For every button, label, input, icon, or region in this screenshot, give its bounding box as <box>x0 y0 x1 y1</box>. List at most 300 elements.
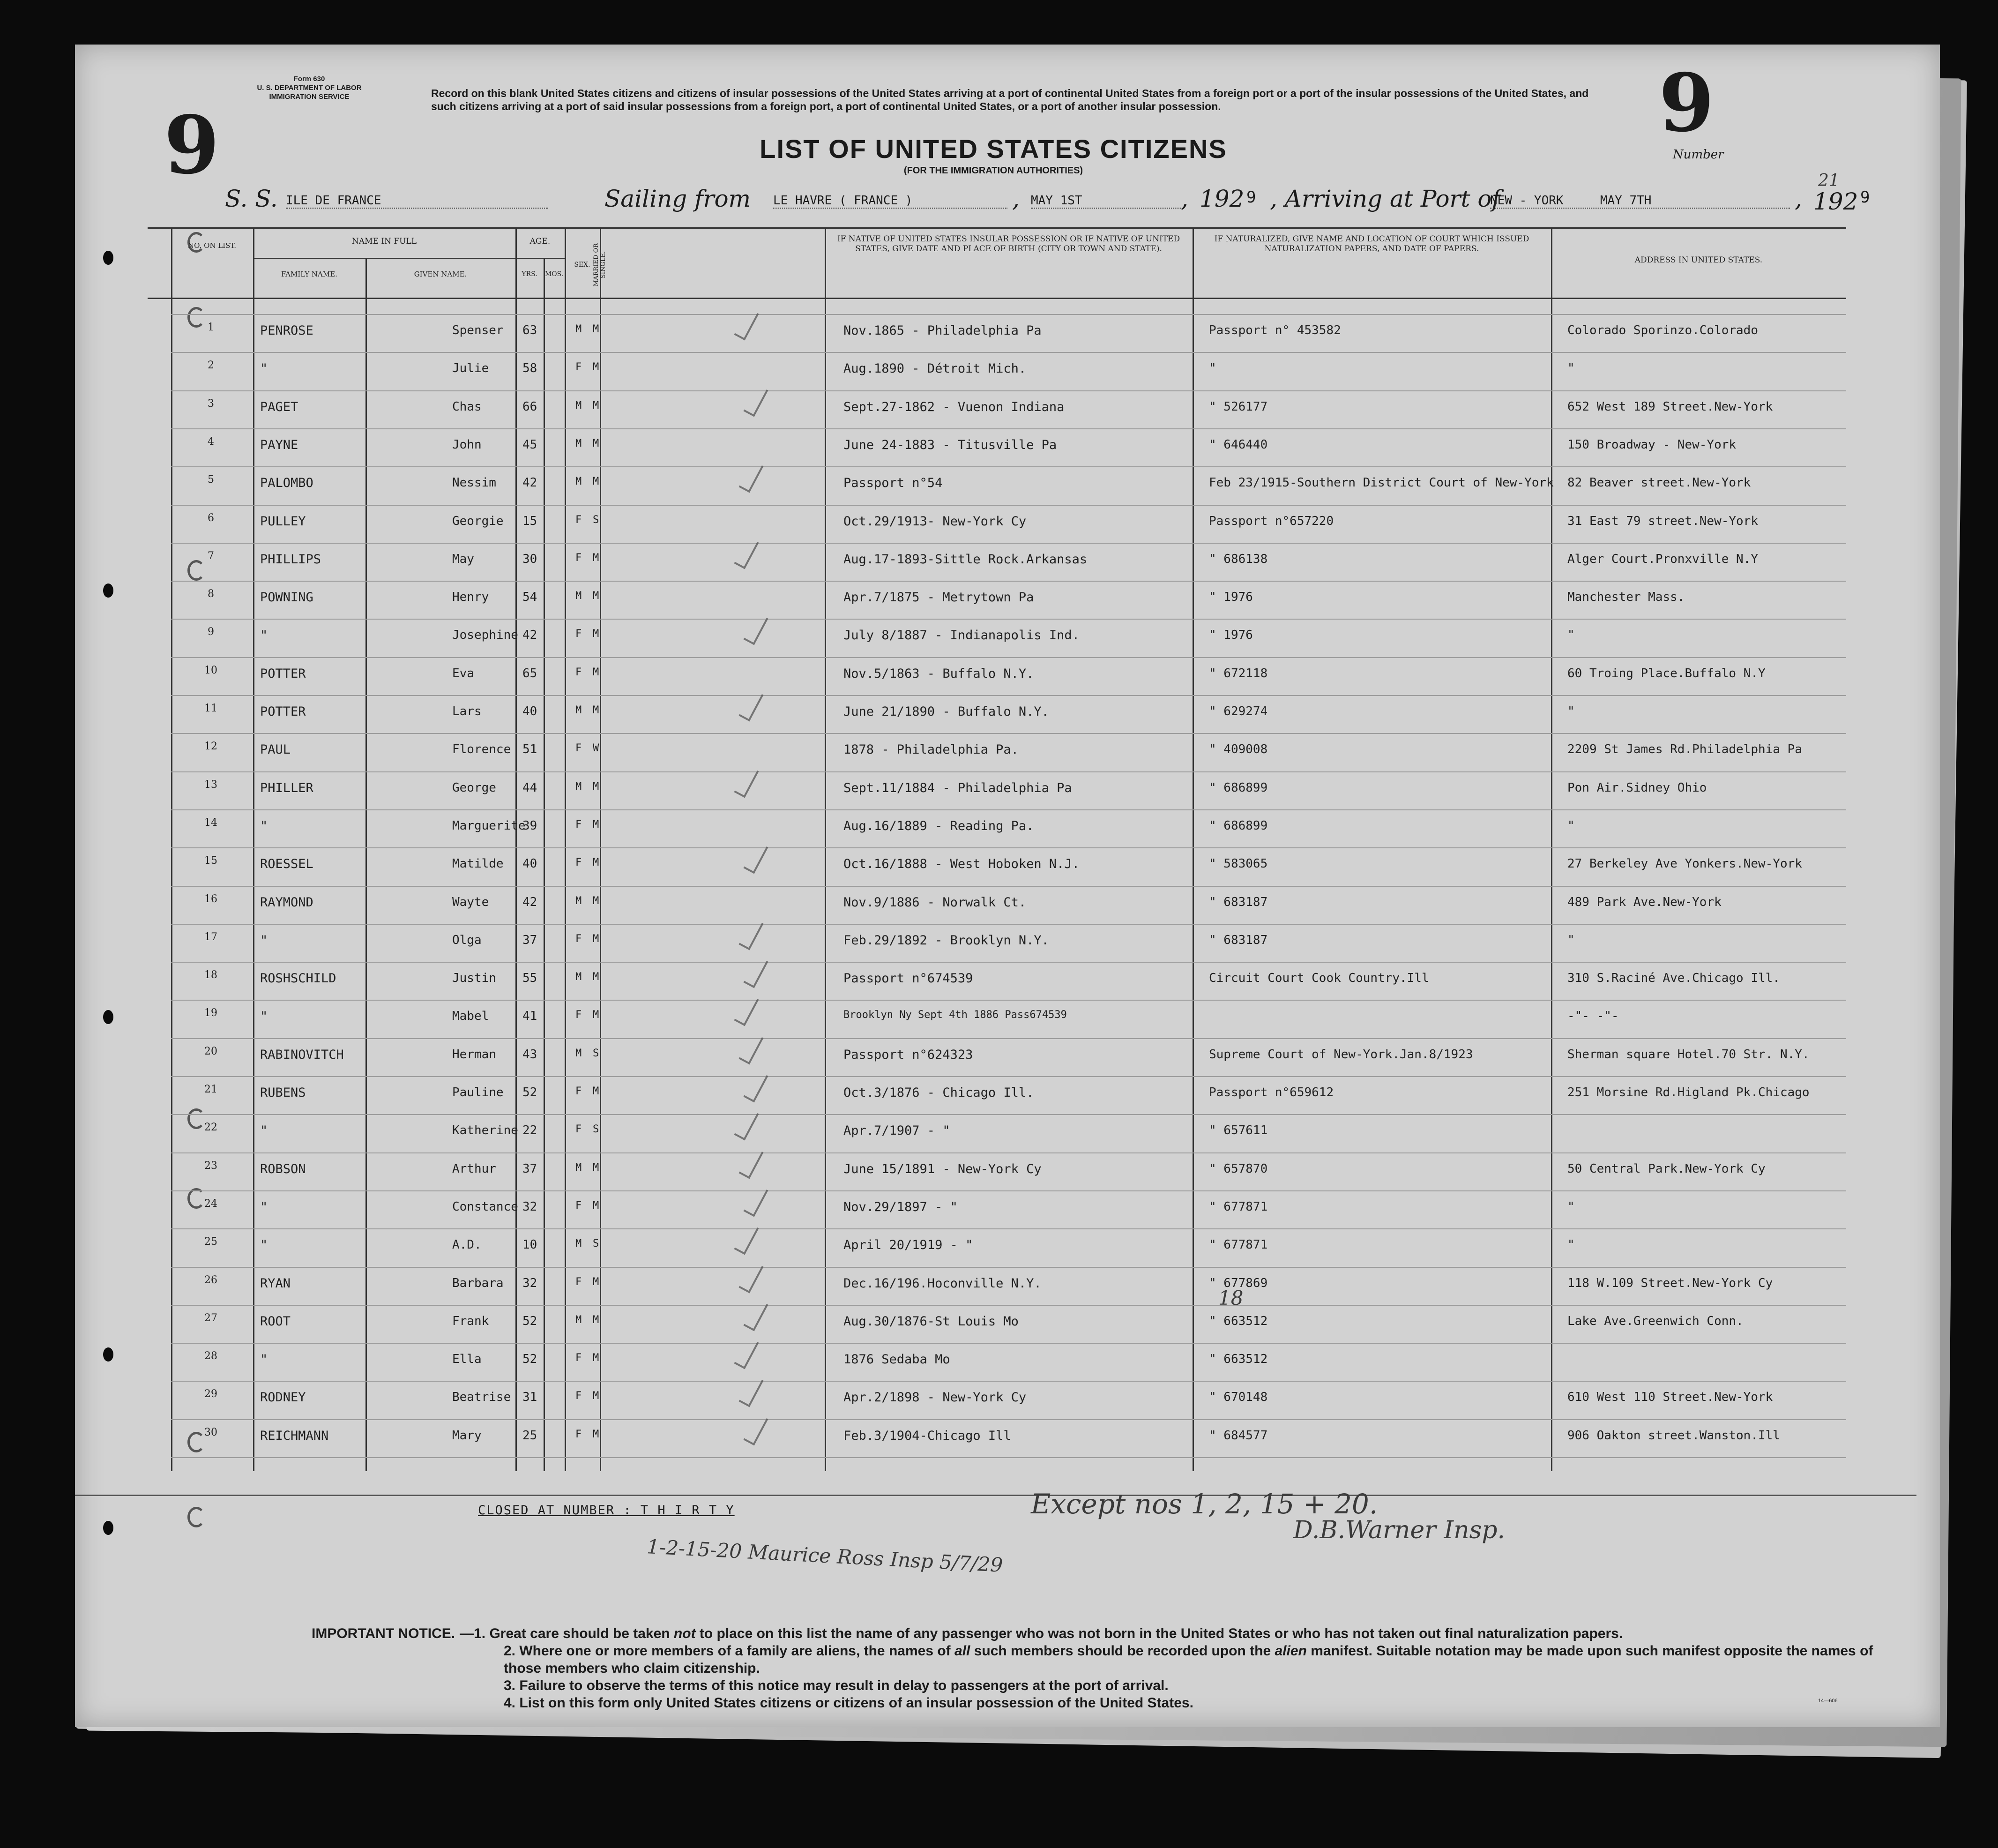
arriving-port <box>1490 194 1790 209</box>
check-mark-icon <box>738 1032 763 1064</box>
check-mark-icon <box>743 384 768 417</box>
age-subheader-divider <box>515 258 565 259</box>
sex-value: F <box>575 933 582 945</box>
family-name: POWNING <box>260 590 313 605</box>
check-mark-icon <box>743 1185 768 1217</box>
sex-value: M <box>575 704 582 716</box>
us-address: " <box>1567 361 1575 376</box>
naturalization-info: " 672118 <box>1209 666 1268 681</box>
row-number: 16 <box>204 893 217 905</box>
us-address: 489 Park Ave.New-York <box>1567 895 1722 909</box>
arriving-year-prefix: 192 <box>1813 188 1858 215</box>
marital-status: M <box>593 1085 599 1097</box>
check-mark-icon <box>743 842 768 874</box>
row-rule <box>171 1343 1846 1344</box>
notice-2-emphasis-all: all <box>954 1643 970 1659</box>
important-notice <box>312 1625 1886 1712</box>
number-label: Number <box>1673 148 1724 162</box>
row-number: 8 <box>208 588 214 600</box>
given-name: A.D. <box>452 1238 482 1252</box>
table-top-border <box>148 227 1846 229</box>
family-name: " <box>260 1199 268 1214</box>
punch-hole <box>103 251 113 265</box>
marital-status: M <box>593 818 599 830</box>
marital-status: M <box>593 1390 599 1402</box>
row-rule <box>171 1190 1846 1191</box>
given-name: Katherine <box>452 1123 518 1138</box>
punch-hole <box>103 1347 113 1362</box>
check-mark-icon <box>743 956 768 988</box>
marital-status: S <box>593 514 599 526</box>
marital-status: M <box>593 1428 599 1440</box>
age-years: 52 <box>522 1352 537 1367</box>
sex-value: M <box>575 590 582 602</box>
row-rule <box>171 314 1846 315</box>
us-address: 2209 St James Rd.Philadelphia Pa <box>1567 742 1802 757</box>
family-name: RABINOVITCH <box>260 1047 344 1062</box>
family-name: " <box>260 1123 268 1138</box>
notice-item-1: IMPORTANT NOTICE. —1. Great care should be taken not to place on this list the name of any passenger who was not born in the United States or who has not taken out final naturalization papers. <box>312 1626 1623 1641</box>
sex-value: F <box>575 1390 582 1402</box>
form-identity <box>225 75 394 101</box>
row-number: 26 <box>204 1274 217 1286</box>
table-bottom-border <box>75 1495 1916 1496</box>
given-name: Mabel <box>452 1009 489 1024</box>
sex-value: F <box>575 552 582 564</box>
marital-status: M <box>593 857 599 869</box>
age-years: 52 <box>522 1314 537 1328</box>
age-years: 63 <box>522 323 537 337</box>
age-years: 32 <box>522 1276 537 1290</box>
naturalization-info: " 629274 <box>1209 704 1268 718</box>
sex-value: F <box>575 742 582 755</box>
header-age: AGE. <box>529 237 551 246</box>
age-years: 66 <box>522 399 537 414</box>
birth-info: Apr.7/1875 - Metrytown Pa <box>843 590 1034 605</box>
marital-status: M <box>593 780 599 793</box>
row-number: 11 <box>204 703 217 714</box>
row-number: 5 <box>208 474 214 486</box>
birth-info: Oct.29/1913- New-York Cy <box>843 514 1027 529</box>
birth-info: Aug.1890 - Détroit Mich. <box>843 361 1027 376</box>
column-divider <box>1193 227 1194 1471</box>
row-rule <box>171 505 1846 506</box>
row-rule <box>171 1152 1846 1153</box>
sailing-date: MAY 1ST <box>1031 194 1181 209</box>
ship-name: ILE DE FRANCE <box>286 194 548 209</box>
row-number: 24 <box>204 1197 217 1210</box>
us-address: " <box>1567 1238 1575 1252</box>
check-mark-icon <box>734 994 759 1026</box>
row-number: 13 <box>204 778 217 791</box>
marital-status: M <box>593 1276 599 1288</box>
us-address: 60 Troing Place.Buffalo N.Y <box>1567 666 1766 681</box>
us-address: Colorado Sporinzo.Colorado <box>1567 323 1758 337</box>
sex-value: F <box>575 1085 582 1097</box>
birth-info: Passport n°54 <box>843 476 943 491</box>
handwritten-signature: D.B.Warner Insp. <box>1293 1516 1506 1544</box>
notice-1-text-rest: to place on this list the name of any passenger who was not born in the United States or who has not taken out final naturalization papers. <box>695 1626 1623 1641</box>
column-divider <box>515 227 517 1471</box>
check-mark-icon <box>738 689 763 722</box>
naturalization-info: Passport n°657220 <box>1209 514 1334 528</box>
sex-value: F <box>575 628 582 640</box>
department-name: U. S. DEPARTMENT OF LABOR <box>257 84 362 92</box>
naturalization-info: Circuit Court Cook Country.Ill <box>1209 971 1429 986</box>
naturalization-info: Passport n°659612 <box>1209 1085 1334 1100</box>
age-years: 51 <box>522 742 537 757</box>
age-years: 54 <box>522 590 537 605</box>
age-years: 42 <box>522 895 537 909</box>
naturalization-info: " 1976 <box>1209 628 1253 643</box>
given-name: Ella <box>452 1352 482 1367</box>
us-address: Alger Court.Pronxville N.Y <box>1567 552 1758 566</box>
given-name: Olga <box>452 933 482 947</box>
sex-value: F <box>575 857 582 869</box>
row-rule <box>171 1419 1846 1420</box>
row-rule <box>171 1114 1846 1115</box>
us-address: -"- -"- <box>1567 1009 1619 1024</box>
birth-info: Apr.2/1898 - New-York Cy <box>843 1390 1027 1405</box>
marital-status: M <box>593 590 599 602</box>
birth-info: Feb.3/1904-Chicago Ill <box>843 1428 1011 1443</box>
form-code: 14—606 <box>1818 1698 1838 1704</box>
row-number: 29 <box>204 1388 217 1400</box>
us-address: 906 Oakton street.Wanston.Ill <box>1567 1428 1780 1443</box>
header-bottom-border <box>148 298 1846 299</box>
given-name: Herman <box>452 1047 496 1062</box>
sex-value: F <box>575 818 582 830</box>
notice-item-2 <box>312 1642 1886 1677</box>
given-name: Spenser <box>452 323 504 337</box>
sailing-year-prefix: 192 <box>1200 185 1245 212</box>
given-name: Florence <box>452 742 511 757</box>
naturalization-info: " 583065 <box>1209 857 1268 871</box>
given-name: Frank <box>452 1314 489 1328</box>
birth-info: 1876 Sedaba Mo <box>843 1352 950 1367</box>
header-family-name: FAMILY NAME. <box>281 270 337 278</box>
naturalization-info: " 663512 <box>1209 1352 1268 1367</box>
naturalization-info: " 683187 <box>1209 933 1268 947</box>
sex-value: F <box>575 514 582 526</box>
family-name: PAYNE <box>260 437 298 452</box>
punch-hole <box>103 1521 113 1535</box>
age-years: 45 <box>522 437 537 452</box>
birth-info: Nov.9/1886 - Norwalk Ct. <box>843 895 1027 910</box>
record-instructions: Record on this blank United States citizens and citizens of insular possessions of the United States arriving at a port of continental United States from a foreign port or a port of the insular possessions of the United States, and such citizens arriving at a port of said insular possessions from a foreign port, a port of continental United States, or a port of another insular possession. <box>431 87 1589 112</box>
arriving-date: MAY 7TH <box>1600 194 1652 208</box>
family-name: RODNEY <box>260 1390 306 1405</box>
age-years: 25 <box>522 1428 537 1443</box>
sex-value: F <box>575 1009 582 1021</box>
given-name: Mary <box>452 1428 482 1443</box>
row-rule <box>171 924 1846 925</box>
given-name: Beatrise <box>452 1390 511 1405</box>
row-rule <box>171 619 1846 620</box>
family-name: " <box>260 361 268 376</box>
check-mark-icon <box>738 1375 763 1407</box>
marital-status: M <box>593 476 599 488</box>
sex-value: M <box>575 399 582 411</box>
marital-status: M <box>593 1352 599 1364</box>
header-birthplace: IF NATIVE OF UNITED STATES INSULAR POSSESSION OR IF NATIVE OF UNITED STATES, GIVE DATE AND PLACE OF BIRTH (CITY OR TOWN AND STATE). <box>837 234 1180 254</box>
sex-value: F <box>575 1123 582 1136</box>
notice-1-emphasis: not <box>673 1626 696 1641</box>
family-name: RYAN <box>260 1276 291 1291</box>
family-name: REICHMANN <box>260 1428 329 1443</box>
age-years: 37 <box>522 933 537 947</box>
naturalization-info: " 684577 <box>1209 1428 1268 1443</box>
marital-status: S <box>593 1047 599 1059</box>
row-number: 9 <box>208 626 214 638</box>
given-name: Lars <box>452 704 482 718</box>
column-divider <box>600 227 601 1471</box>
birth-info: July 8/1887 - Indianapolis Ind. <box>843 628 1080 643</box>
age-years: 31 <box>522 1390 537 1405</box>
row-number: 18 <box>204 969 217 981</box>
row-rule <box>171 1000 1846 1001</box>
row-rule <box>171 1457 1846 1458</box>
family-name: " <box>260 933 268 948</box>
us-address: 652 West 189 Street.New-York <box>1567 399 1773 414</box>
family-name: " <box>260 1352 268 1367</box>
row-number: 1 <box>208 322 214 333</box>
naturalization-info: " 677869 <box>1209 1276 1268 1290</box>
row-rule <box>171 962 1846 963</box>
age-years: 43 <box>522 1047 537 1062</box>
us-address: 50 Central Park.New-York Cy <box>1567 1161 1766 1176</box>
us-address: 610 West 110 Street.New-York <box>1567 1390 1773 1405</box>
given-name: Pauline <box>452 1085 504 1100</box>
ss-label: S. S. <box>225 185 278 212</box>
header-sex: SEX. <box>574 261 590 269</box>
sex-value: F <box>575 1352 582 1364</box>
naturalization-info: " 1976 <box>1209 590 1253 605</box>
header-yrs: YRS. <box>522 270 537 278</box>
row-number: 17 <box>204 931 217 943</box>
manifest-page <box>75 45 1940 1727</box>
marital-status: M <box>593 971 599 983</box>
check-mark-icon <box>738 918 763 950</box>
voyage-line: S. S. ILE DE FRANCE Sailing from LE HAVRE ( FRANCE ) , MAY 1ST , 192 9 , Arriving at Port of NEW - YORK MAY 7TH , 21 192 9 <box>225 171 1870 215</box>
row-rule <box>171 390 1846 391</box>
birth-info: Sept.11/1884 - Philadelphia Pa <box>843 780 1072 795</box>
us-address: Pon Air.Sidney Ohio <box>1567 780 1707 795</box>
birth-info: June 15/1891 - New-York Cy <box>843 1161 1042 1176</box>
naturalization-info: Passport n° 453582 <box>1209 323 1341 337</box>
column-divider <box>1551 227 1552 1471</box>
age-years: 41 <box>522 1009 537 1024</box>
us-address: 150 Broadway - New-York <box>1567 437 1737 452</box>
column-divider <box>365 258 367 1471</box>
age-years: 65 <box>522 666 537 681</box>
given-name: May <box>452 552 474 566</box>
age-years: 58 <box>522 361 537 376</box>
age-years: 40 <box>522 704 537 718</box>
naturalization-info: " 686899 <box>1209 818 1268 833</box>
birth-info: Apr.7/1907 - " <box>843 1123 950 1138</box>
given-name: Justin <box>452 971 496 986</box>
us-address: 82 Beaver street.New-York <box>1567 476 1751 490</box>
closed-at-number: CLOSED AT NUMBER : T H I R T Y <box>478 1503 735 1518</box>
marital-status: M <box>593 437 599 449</box>
check-mark-icon <box>738 1146 763 1179</box>
family-name: PHILLER <box>260 780 313 795</box>
check-mark-icon <box>734 1223 759 1255</box>
sex-value: M <box>575 437 582 449</box>
row-rule <box>171 428 1846 429</box>
us-address: Sherman square Hotel.70 Str. N.Y. <box>1567 1047 1810 1062</box>
sex-value: M <box>575 476 582 488</box>
arriving-label: , Arriving at Port of <box>1270 185 1501 212</box>
row-rule <box>171 543 1846 544</box>
row-rule <box>171 1267 1846 1268</box>
naturalization-info: " 686899 <box>1209 780 1268 795</box>
marital-status: M <box>593 1314 599 1326</box>
row-number: 20 <box>204 1045 217 1057</box>
birth-info: Passport n°674539 <box>843 971 973 986</box>
handwritten-exception-note: Except nos 1, 2, 15 + 20. <box>1031 1488 1378 1520</box>
binder-ring <box>187 560 205 581</box>
age-years: 42 <box>522 476 537 490</box>
family-name: PAUL <box>260 742 291 757</box>
sex-value: M <box>575 323 582 335</box>
big-number-right: 9 <box>1659 56 1715 150</box>
check-mark-icon <box>743 613 768 645</box>
marital-status: M <box>593 552 599 564</box>
column-divider <box>565 227 566 1471</box>
birth-info: Oct.16/1888 - West Hoboken N.J. <box>843 857 1080 872</box>
column-divider <box>544 258 545 1471</box>
naturalization-info: Supreme Court of New-York.Jan.8/1923 <box>1209 1047 1473 1062</box>
row-rule <box>171 695 1846 696</box>
row-number: 12 <box>204 741 217 753</box>
marital-status: M <box>593 666 599 678</box>
family-name: ROSHSCHILD <box>260 971 336 986</box>
age-years: 52 <box>522 1085 537 1100</box>
us-address: 31 East 79 street.New-York <box>1567 514 1758 528</box>
family-name: ROOT <box>260 1314 291 1329</box>
birth-info: Dec.16/196.Hoconville N.Y. <box>843 1276 1042 1291</box>
row-number: 28 <box>204 1350 217 1362</box>
sex-value: F <box>575 1276 582 1288</box>
row-number: 23 <box>204 1160 217 1172</box>
birth-info: Feb.29/1892 - Brooklyn N.Y. <box>843 933 1049 948</box>
marital-status: M <box>593 933 599 945</box>
sex-value: M <box>575 1238 582 1250</box>
us-address: 27 Berkeley Ave Yonkers.New-York <box>1567 857 1802 871</box>
family-name: PULLEY <box>260 514 306 529</box>
age-years: 15 <box>522 514 537 528</box>
notice-2-text-rest: manifest. Suitable notation may be made upon such manifest opposite the names of those members who claim citizenship. <box>504 1643 1873 1676</box>
sex-value: F <box>575 1428 582 1440</box>
sex-value: F <box>575 1199 582 1212</box>
arriving-port-text: NEW - YORK <box>1490 194 1564 208</box>
birth-info: Aug.17-1893-Sittle Rock.Arkansas <box>843 552 1088 567</box>
row-rule <box>171 352 1846 353</box>
birth-info: Sept.27-1862 - Vuenon Indiana <box>843 399 1065 414</box>
marital-status: M <box>593 704 599 716</box>
marital-status: M <box>593 628 599 640</box>
family-name: RAYMOND <box>260 895 313 910</box>
given-name: Marguerite <box>452 818 526 833</box>
birth-info: Aug.16/1889 - Reading Pa. <box>843 818 1034 833</box>
family-name: PAGET <box>260 399 298 414</box>
naturalization-info: " 646440 <box>1209 437 1268 452</box>
age-years: 55 <box>522 971 537 986</box>
header-naturalized: IF NATURALIZED, GIVE NAME AND LOCATION OF COURT WHICH ISSUED NATURALIZATION PAPERS, AND DATE OF PAPERS. <box>1214 234 1529 254</box>
sex-value: M <box>575 780 582 793</box>
naturalization-info: " 409008 <box>1209 742 1268 757</box>
punch-hole <box>103 584 113 598</box>
sailing-port: LE HAVRE ( FRANCE ) <box>773 194 1007 209</box>
family-name: " <box>260 1238 268 1253</box>
naturalization-info: " 683187 <box>1209 895 1268 909</box>
sex-value: M <box>575 895 582 907</box>
marital-status: S <box>593 1123 599 1136</box>
given-name: Arthur <box>452 1161 496 1176</box>
row-rule <box>171 466 1846 467</box>
row-rule <box>171 886 1846 887</box>
row-rule <box>171 1305 1846 1306</box>
header-married-or-single: MARRIED OR SINGLE. <box>593 243 607 286</box>
age-years: 32 <box>522 1199 537 1214</box>
given-name: Henry <box>452 590 489 605</box>
sailing-label: Sailing from <box>604 185 751 212</box>
birth-info: Oct.3/1876 - Chicago Ill. <box>843 1085 1034 1100</box>
naturalization-info: " 677871 <box>1209 1199 1268 1214</box>
punch-hole <box>103 1010 113 1024</box>
age-years: 40 <box>522 857 537 871</box>
us-address: " <box>1567 1199 1575 1214</box>
given-name: Julie <box>452 361 489 376</box>
sex-value: M <box>575 1047 582 1059</box>
us-address: " <box>1567 818 1575 833</box>
check-mark-icon <box>743 1413 768 1445</box>
row-number: 14 <box>204 816 217 829</box>
family-name: " <box>260 818 268 833</box>
row-number: 2 <box>208 359 214 372</box>
form-number: Form 630 <box>293 75 325 83</box>
given-name: John <box>452 437 482 452</box>
row-number: 19 <box>204 1007 217 1019</box>
birth-info: 1878 - Philadelphia Pa. <box>843 742 1019 757</box>
binder-ring <box>187 1507 205 1527</box>
sex-value: F <box>575 361 582 374</box>
marital-status: M <box>593 1199 599 1212</box>
marital-status: W <box>593 742 599 755</box>
row-rule <box>171 771 1846 772</box>
naturalization-info: " 670148 <box>1209 1390 1268 1405</box>
birth-info: Brooklyn Ny Sept 4th 1886 Pass674539 <box>843 1009 1067 1021</box>
sailing-year-suffix: 9 <box>1246 188 1256 207</box>
page-title: LIST OF UNITED STATES CITIZENS <box>760 134 1227 164</box>
handwritten-row24-mark: 18 <box>1218 1287 1244 1309</box>
row-number: 10 <box>204 664 217 676</box>
notice-1-text: 1. Great care should be taken <box>474 1626 674 1641</box>
notice-2-text: 2. Where one or more members of a family are aliens, the names of <box>504 1643 954 1659</box>
given-name: Georgie <box>452 514 504 528</box>
check-mark-icon <box>734 765 759 798</box>
check-mark-icon <box>734 1108 759 1141</box>
given-name: Barbara <box>452 1276 504 1290</box>
us-address: 118 W.109 Street.New-York Cy <box>1567 1276 1773 1290</box>
arriving-year-suffix: 9 <box>1860 188 1870 207</box>
us-address: Lake Ave.Greenwich Conn. <box>1567 1314 1744 1328</box>
age-years: 44 <box>522 780 537 795</box>
row-number: 7 <box>208 550 214 562</box>
column-divider <box>253 227 254 1471</box>
